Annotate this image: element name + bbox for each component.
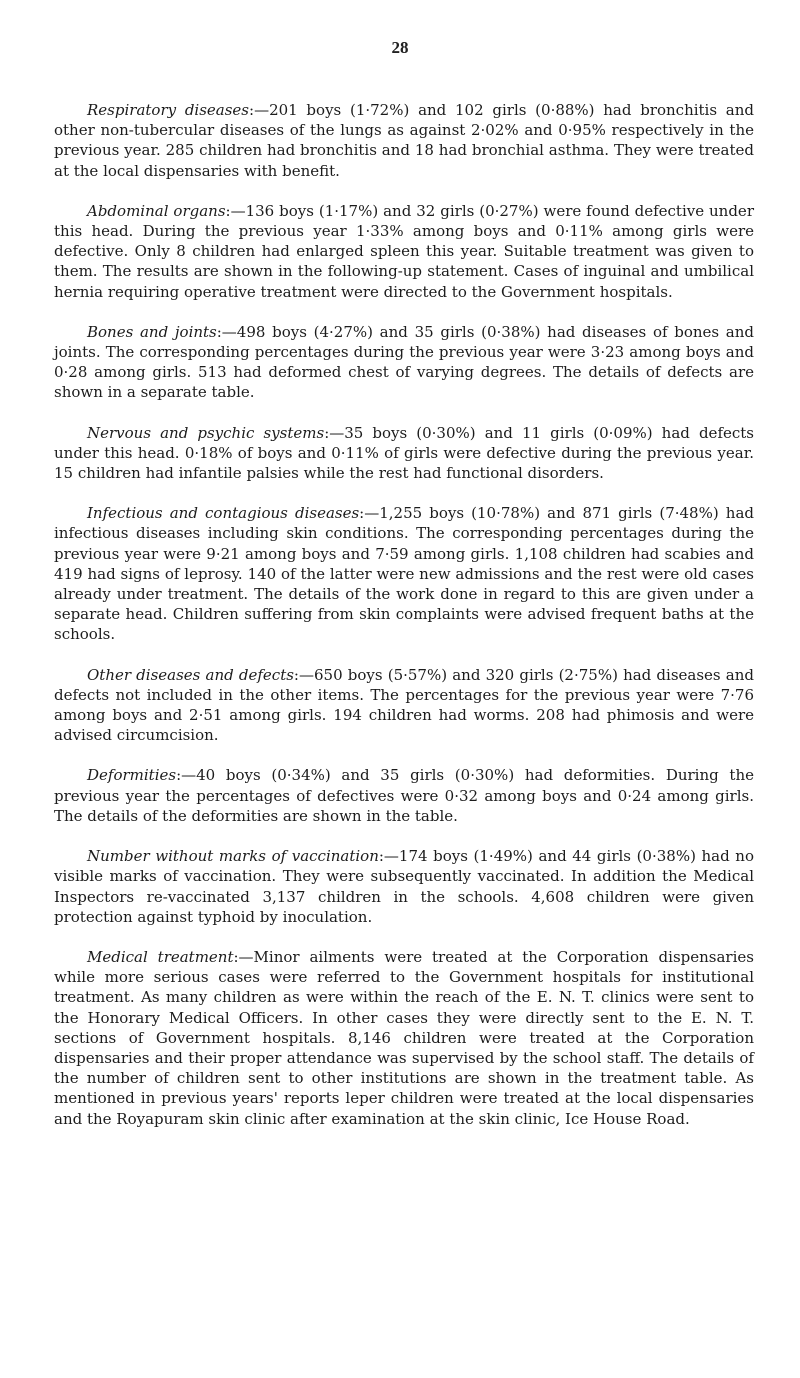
paragraph-abdominal-organs [54, 201, 754, 302]
paragraph-text: :—35 boys (0·30%) and 11 girls (0·09%) had defects under this head. 0·18% of boys and 0·11% of girls were defective during the previous year. 15 children had infantile palsies while the rest had functional disorders. [54, 423, 754, 483]
paragraph-bones-and-joints [54, 322, 754, 403]
paragraph-heading: Deformities [87, 766, 177, 785]
paragraph-text: :—201 boys (1·72%) and 102 girls (0·88%) had bronchitis and other non-tubercular diseases of the lungs as against 2·02% and 0·95% respectively in the previous year. 285 children had bronchitis and 18 had bronchial asthma. They were treated at the local dispensaries with benefit. [54, 101, 754, 180]
page-number: 28 [391, 38, 409, 57]
paragraph-heading: Respiratory diseases [87, 101, 250, 119]
paragraph-heading: Bones and joints [87, 322, 217, 341]
paragraph-heading: Other diseases and defects [87, 665, 294, 684]
paragraph-text: :—1,255 boys (10·78%) and 871 girls (7·48%) had infectious diseases including skin conditions. The corresponding percentages during the previous year were 9·21 among boys and 7·59 among girls. 1,108 children had scabies and 419 had signs of leprosy. 140 of the latter were new admissions and the rest were old cases already under treatment. The details of the work done in regard to this are given under a separate head. Children suffering from skin complaints were advised frequent baths at the schools. [54, 504, 754, 644]
paragraph-other-diseases-defects [54, 665, 754, 746]
paragraph-medical-treatment [54, 947, 754, 1129]
paragraph-text: :—174 boys (1·49%) and 44 girls (0·38%) had no visible marks of vaccination. They were subsequently vaccinated. In addition the Medical Inspectors re-vaccinated 3,137 children in the schools. 4,608 children were given protection against typhoid by inoculation. [54, 847, 754, 926]
paragraph-nervous-psychic-systems [54, 423, 754, 484]
paragraph-heading: Number without marks of vaccination [87, 847, 379, 866]
paragraph-text: :—136 boys (1·17%) and 32 girls (0·27%) were found defective under this head. During the previous year 1·33% among boys and 0·11% among girls were defective. Only 8 children had enlarged spleen this year. Suitable treatment was given to them. The results are shown in the following-up statement. Cases of inguinal and umbilical hernia requiring operative treatment were directed to the Government hospitals. [54, 201, 754, 301]
paragraph-deformities [54, 765, 754, 826]
paragraph-text: :—498 boys (4·27%) and 35 girls (0·38%) had diseases of bones and joints. The corresponding percentages during the previous year were 3·23 among boys and 0·28 among girls. 513 had deformed chest of varying degrees. The details of defects are shown in a separate table. [54, 322, 754, 402]
paragraph-infectious-contagious-diseases [54, 503, 754, 644]
paragraph-text: :—650 boys (5·57%) and 320 girls (2·75%) had diseases and defects not included in the other items. The percentages for the previous year were 7·76 among boys and 2·51 among girls. 194 children had worms. 208 had phimosis and were advised circumcision. [54, 665, 754, 745]
paragraph-heading: Nervous and psychic systems [87, 423, 325, 442]
paragraph-heading: Abdominal organs [87, 201, 226, 220]
paragraph-vaccination [54, 846, 754, 927]
document-body [54, 100, 754, 1149]
paragraph-text: :—40 boys (0·34%) and 35 girls (0·30%) had deformities. During the previous year the percentages of defectives were 0·32 among boys and 0·24 among girls. The details of the deformities are shown in the table. [54, 766, 754, 825]
paragraph-text: :—Minor ailments were treated at the Corporation dispensaries while more serious cases were referred to the Government hospitals for institutional treatment. As many children as were within the reach of the E. N. T. clinics were sent to the Honorary Medical Officers. In other cases they were directly sent to the E. N. T. sections of Government hospitals. 8,146 children were treated at the Corporation dispensaries and their proper attendance was supervised by the school staff. The details of the number of children sent to other institutions are shown in the treatment table. As mentioned in previous years' reports leper children were treated at the local dispensaries and the Royapuram skin clinic after examination at the skin clinic, Ice House Road. [54, 947, 754, 1128]
paragraph-respiratory-diseases [54, 100, 754, 181]
paragraph-heading: Infectious and contagious diseases [87, 504, 360, 523]
paragraph-heading: Medical treatment [87, 947, 234, 966]
